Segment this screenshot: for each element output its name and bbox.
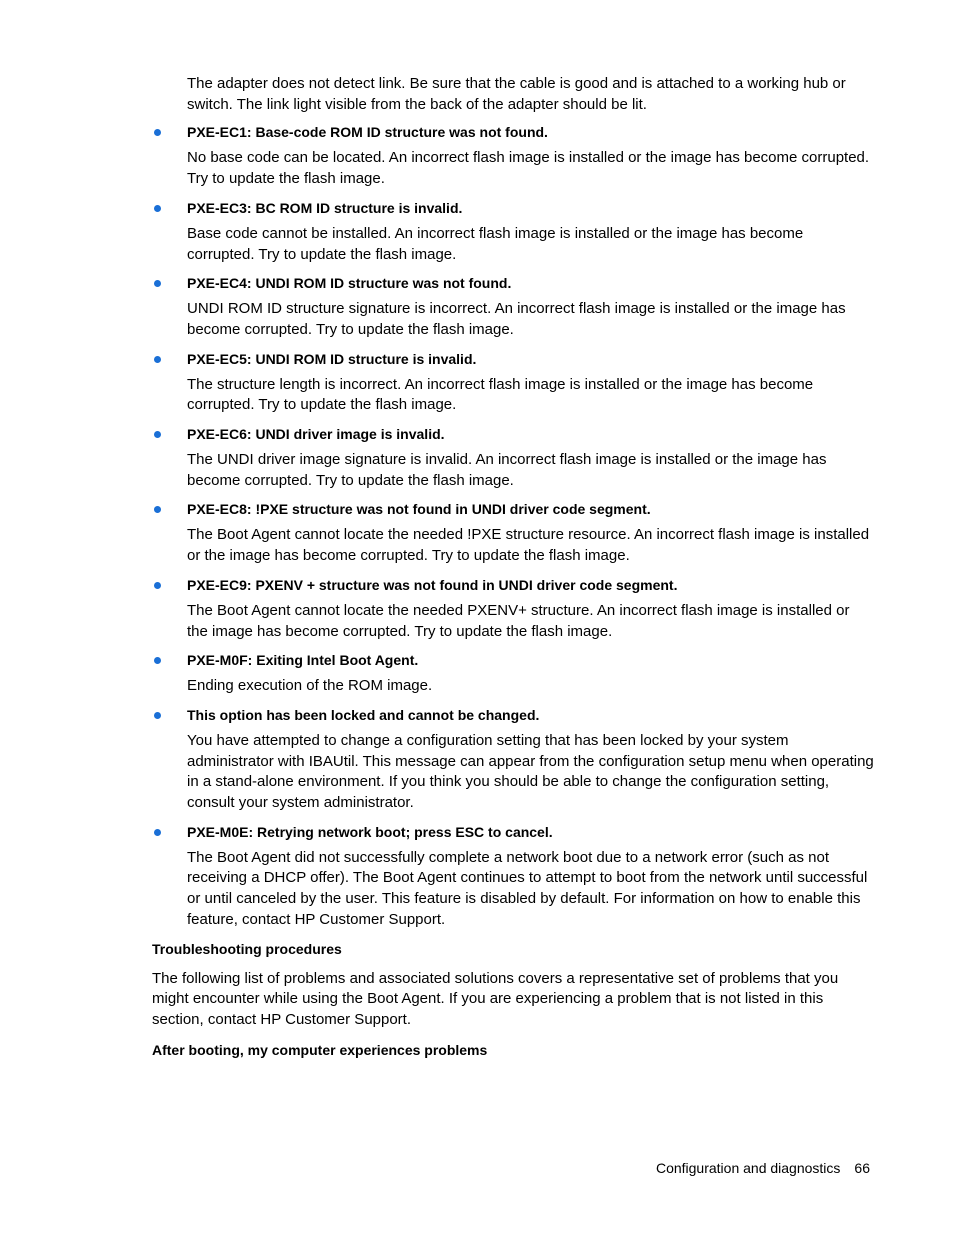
bullet-icon xyxy=(154,280,161,287)
error-description: The Boot Agent did not successfully complete a network boot due to a network error (such as not receiving a DHCP offer). The Boot Agent continues to attempt to boot from the network until successful or until canceled by the user. This feature is disabled by default. For information on how to enable this feature, contact HP Customer Support. xyxy=(187,848,868,928)
error-description: Base code cannot be installed. An incorrect flash image is installed or the image has become corrupted. Try to update the flash image. xyxy=(187,224,804,263)
error-description: The Boot Agent cannot locate the needed PXENV+ structure. An incorrect flash image is installed or the image has become corrupted. Try to update the flash image. xyxy=(187,601,850,640)
troubleshooting-heading: Troubleshooting procedures xyxy=(152,940,342,957)
bullet-icon xyxy=(154,829,161,836)
error-description: You have attempted to change a configuration setting that has been locked by your system administrator with IBAUtil. This message can appear from the configuration setup menu when operating in a stand-alone environment. If you think you should be able to change the configuration setting, consult your system administrator. xyxy=(187,731,874,812)
bullet-icon xyxy=(154,506,161,513)
bullet-icon xyxy=(154,205,161,212)
page-footer xyxy=(656,1158,870,1178)
error-description: UNDI ROM ID structure signature is incorrect. An incorrect flash image is installed or the image has become corrupted. Try to update the flash image. xyxy=(187,300,846,338)
error-description: The Boot Agent cannot locate the needed !PXE structure resource. An incorrect flash image is installed or the image has become corrupted. Try to update the flash image. xyxy=(187,526,870,565)
error-title: PXE-EC1: Base-code ROM ID structure was not found. xyxy=(187,124,548,141)
error-description: The UNDI driver image signature is invalid. An incorrect flash image is installed or the image has become corrupted. Try to update the flash image. xyxy=(187,451,827,489)
bullet-icon xyxy=(154,431,161,438)
problem-subheading: After booting, my computer experiences problems xyxy=(152,1041,488,1058)
footer-section-title: Configuration and diagnostics xyxy=(655,1160,841,1176)
error-title: PXE-M0E: Retrying network boot; press ESC to cancel. xyxy=(187,823,553,840)
error-title: This option has been locked and cannot be changed. xyxy=(187,706,540,723)
error-item xyxy=(152,822,874,931)
page-content xyxy=(152,74,874,1060)
error-title: PXE-EC6: UNDI driver image is invalid. xyxy=(187,426,445,443)
error-title: PXE-M0F: Exiting Intel Boot Agent. xyxy=(187,652,419,669)
bullet-icon xyxy=(154,582,161,589)
error-item xyxy=(152,273,874,340)
error-title: PXE-EC9: PXENV + structure was not found in UNDI driver code segment. xyxy=(187,576,678,593)
bullet-icon xyxy=(154,712,161,719)
error-item xyxy=(152,575,874,642)
error-description: The structure length is incorrect. An incorrect flash image is installed or the image has become corrupted. Try to update the flash image. xyxy=(187,375,814,414)
error-description: Ending execution of the ROM image. xyxy=(187,677,433,695)
bullet-icon xyxy=(154,657,161,664)
bullet-icon xyxy=(154,356,161,363)
bullet-icon xyxy=(154,129,161,136)
error-item xyxy=(152,650,874,697)
error-item xyxy=(152,705,874,814)
intro-paragraph: The adapter does not detect link. Be sure that the cable is good and is attached to a working hub or switch. The link light visible from the back of the adapter should be lit. xyxy=(187,75,846,113)
error-title: PXE-EC5: UNDI ROM ID structure is invalid. xyxy=(187,350,477,367)
error-item xyxy=(152,349,874,416)
error-item xyxy=(152,198,874,265)
error-item xyxy=(152,499,874,566)
error-description: No base code can be located. An incorrect flash image is installed or the image has become corrupted. Try to update the flash image. xyxy=(187,149,870,188)
error-item xyxy=(152,424,874,491)
error-title: PXE-EC4: UNDI ROM ID structure was not found. xyxy=(187,275,512,292)
error-list xyxy=(152,122,874,930)
error-item xyxy=(152,122,874,189)
error-title: PXE-EC8: !PXE structure was not found in UNDI driver code segment. xyxy=(187,501,651,518)
page-number: 66 xyxy=(854,1160,870,1176)
error-title: PXE-EC3: BC ROM ID structure is invalid. xyxy=(187,199,463,216)
troubleshooting-paragraph: The following list of problems and associated solutions covers a representative set of problems that you might encounter while using the Boot Agent. If you are experiencing a problem that is not listed in this section, contact HP Customer Support. xyxy=(152,969,839,1028)
